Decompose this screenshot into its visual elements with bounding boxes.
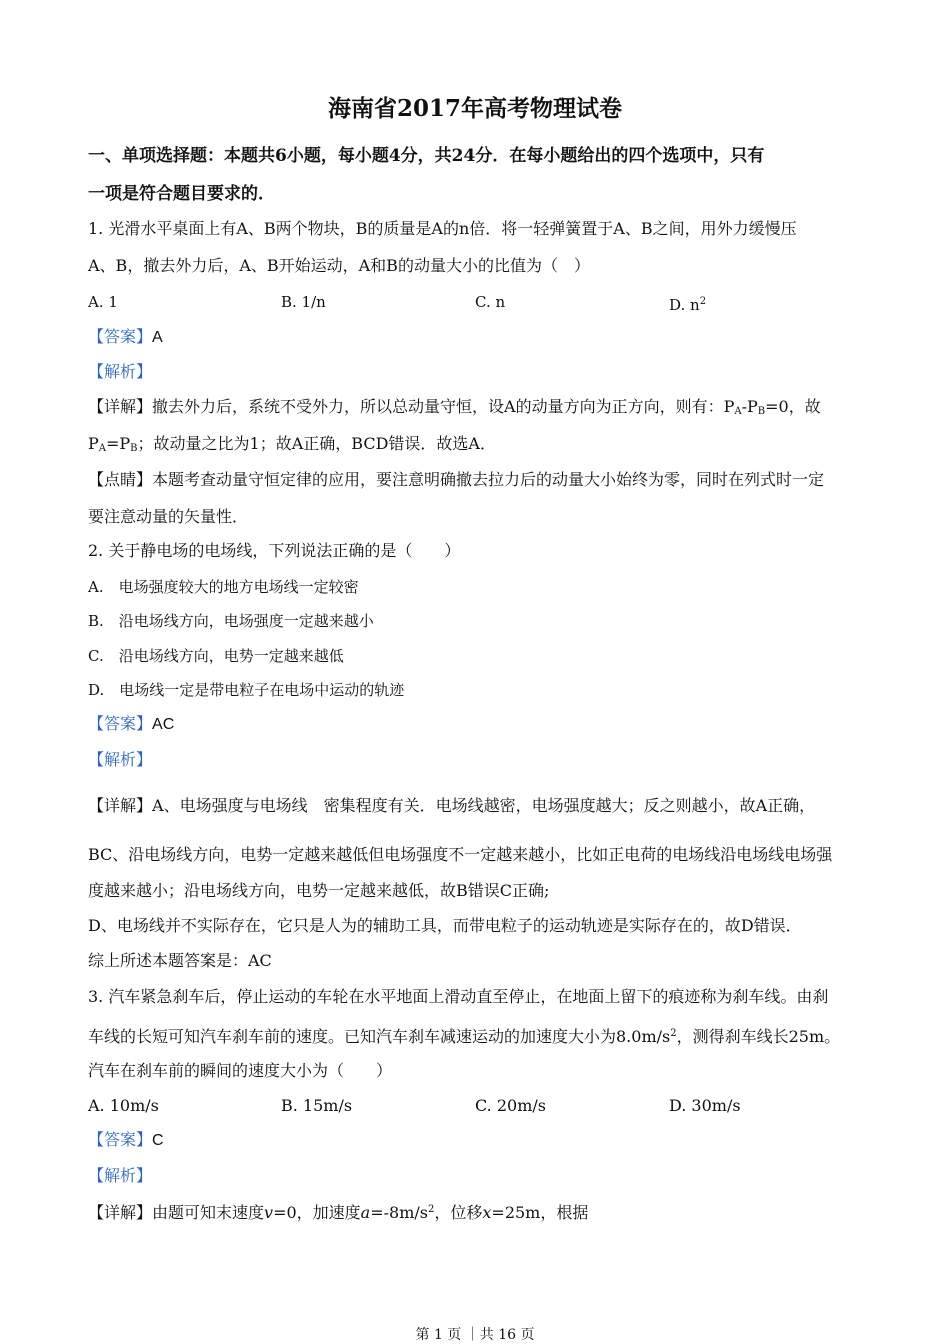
q3-detail-c: =-8m/s [370, 1203, 428, 1222]
q3-stem-line2 [88, 1024, 840, 1047]
q1-comment-line1 [88, 470, 824, 490]
q1-detail2-end: ；故动量之比为1；故A正确，BCD错误．故选A． [137, 434, 496, 453]
q3-stem2-b: ，测得刹车线长25m。 [676, 1027, 841, 1046]
q1-detail2-p2: =P [106, 434, 131, 453]
q2-answer-tag: 【答案】 [88, 714, 153, 733]
q2-stem: 2. 关于静电场的电场线，下列说法正确的是（ ） [88, 541, 461, 560]
q2-detail-line2: BC、沿电场线方向，电势一定越来越低但电场强度不一定越来越小，比如正电荷的电场线沿电场线电场强 [88, 845, 833, 864]
q3-stem-line3: 汽车在刹车前的瞬间的速度大小为（ ） [88, 1061, 393, 1080]
q3-detail-d: ，位移 [434, 1203, 483, 1222]
q1-detail-line2 [88, 434, 496, 459]
q1-option-d-sup: 2 [699, 296, 707, 307]
q3-option-a: A. 10m/s [88, 1096, 159, 1115]
q3-detail-b: =0，加速度 [273, 1203, 361, 1222]
q1-detail2-sub-a: A [98, 443, 106, 454]
section-heading-line2: 一项是符合题目要求的． [88, 184, 275, 204]
q3-stem2-sup: 2 [670, 1028, 677, 1039]
q1-detail-tag: 【详解】 [88, 397, 153, 416]
q3-stem2-a: 车线的长短可知汽车刹车前的速度。已知汽车刹车减速运动的加速度大小为8.0m/s [88, 1027, 671, 1046]
q2-detail-line4: D、电场线并不实际存在，它只是人为的辅助工具，而带电粒子的运动轨迹是实际存在的，故D错误． [88, 916, 802, 935]
q3-detail-x: x [482, 1203, 492, 1222]
section-heading-line1: 一、单项选择题：本题共6小题，每小题4分，共24分．在每小题给出的四个选项中，只有 [88, 146, 765, 166]
q1-detail-mid: -P [741, 397, 758, 416]
q2-detail-text1: A、电场强度与电场线 密集程度有关．电场线越密，电场强度越大；反之则越小，故A正确， [152, 796, 816, 815]
q3-analysis-tag: 【解析】 [88, 1166, 153, 1185]
q3-answer-tag: 【答案】 [88, 1130, 153, 1149]
q1-comment-line2: 要注意动量的矢量性． [88, 507, 249, 526]
q3-answer-value: C [152, 1132, 164, 1149]
q3-detail-sup: 2 [427, 1204, 435, 1215]
q3-option-b: B. 15m/s [281, 1096, 353, 1115]
q1-detail-sub-a: A [734, 406, 742, 417]
q3-detail-v: v [264, 1203, 274, 1222]
q1-answer-value: A [152, 329, 163, 346]
q3-detail-line [88, 1200, 588, 1223]
q2-detail-line1 [88, 796, 815, 816]
q1-comment-text1: 本题考查动量守恒定律的应用，要注意明确撤去拉力后的动量大小始终为零，同时在列式时一定 [152, 470, 825, 489]
q2-detail-line3: 度越来越小；沿电场线方向，电势一定越来越低，故B错误C正确; [88, 881, 550, 900]
q1-detail-end: =0，故 [765, 397, 821, 416]
q1-stem-line1: 1. 光滑水平桌面上有A、B两个物块，B的质量是A的n倍．将一轻弹簧置于A、B之间，用外力缓慢压 [88, 219, 797, 238]
q2-option-d: D. 电场线一定是带电粒子在电场中运动的轨迹 [88, 681, 405, 699]
q1-detail2-sub-b: B [130, 443, 138, 454]
q3-stem-line1: 3. 汽车紧急刹车后，停止运动的车轮在水平地面上滑动直至停止，在地面上留下的痕迹称为刹车线。由刹 [88, 987, 829, 1006]
q1-option-b: B. 1/n [281, 293, 326, 311]
q1-detail-sub-b: B [757, 406, 766, 417]
q3-detail-acc: a [360, 1203, 371, 1222]
q1-detail-line1 [88, 397, 821, 422]
q1-comment-tag: 【点睛】 [88, 470, 153, 489]
q2-detail-tag: 【详解】 [88, 796, 153, 815]
q2-summary: 综上所述本题答案是：AC [88, 951, 272, 970]
q3-detail-e: =25m，根据 [491, 1203, 589, 1222]
q1-option-d-text: D. n [669, 296, 700, 314]
q2-answer-row [88, 714, 174, 735]
q2-option-c: C. 沿电场线方向，电势一定越来越低 [88, 647, 344, 665]
q1-analysis-tag: 【解析】 [88, 362, 153, 381]
q1-detail2-p1: P [88, 434, 99, 453]
q1-stem-line2: A、B，撤去外力后，A、B开始运动，A和B的动量大小的比值为（ ） [88, 256, 590, 275]
page-title: 海南省2017年高考物理试卷 [327, 95, 622, 122]
q1-detail-text1: 撤去外力后，系统不受外力，所以总动量守恒，设A的动量方向为正方向，则有：P [152, 397, 735, 416]
q2-option-a: A. 电场强度较大的地方电场线一定较密 [88, 578, 359, 596]
q3-option-d: D. 30m/s [669, 1096, 741, 1115]
q3-detail-tag: 【详解】 [88, 1203, 153, 1222]
page-footer: 第 1 页 ｜共 16 页 [415, 1327, 535, 1343]
q1-option-c: C. n [475, 293, 506, 311]
q1-answer-tag: 【答案】 [88, 327, 153, 346]
q1-option-a: A. 1 [88, 293, 118, 311]
q3-option-c: C. 20m/s [475, 1096, 546, 1115]
q2-answer-value: AC [152, 716, 175, 733]
q3-answer-row [88, 1130, 164, 1151]
q2-analysis-tag: 【解析】 [88, 750, 153, 769]
q1-answer-row [88, 327, 163, 348]
q1-option-d [669, 292, 706, 315]
q3-detail-a: 由题可知末速度 [152, 1203, 265, 1222]
q2-option-b: B. 沿电场线方向，电场强度一定越来越小 [88, 612, 374, 630]
